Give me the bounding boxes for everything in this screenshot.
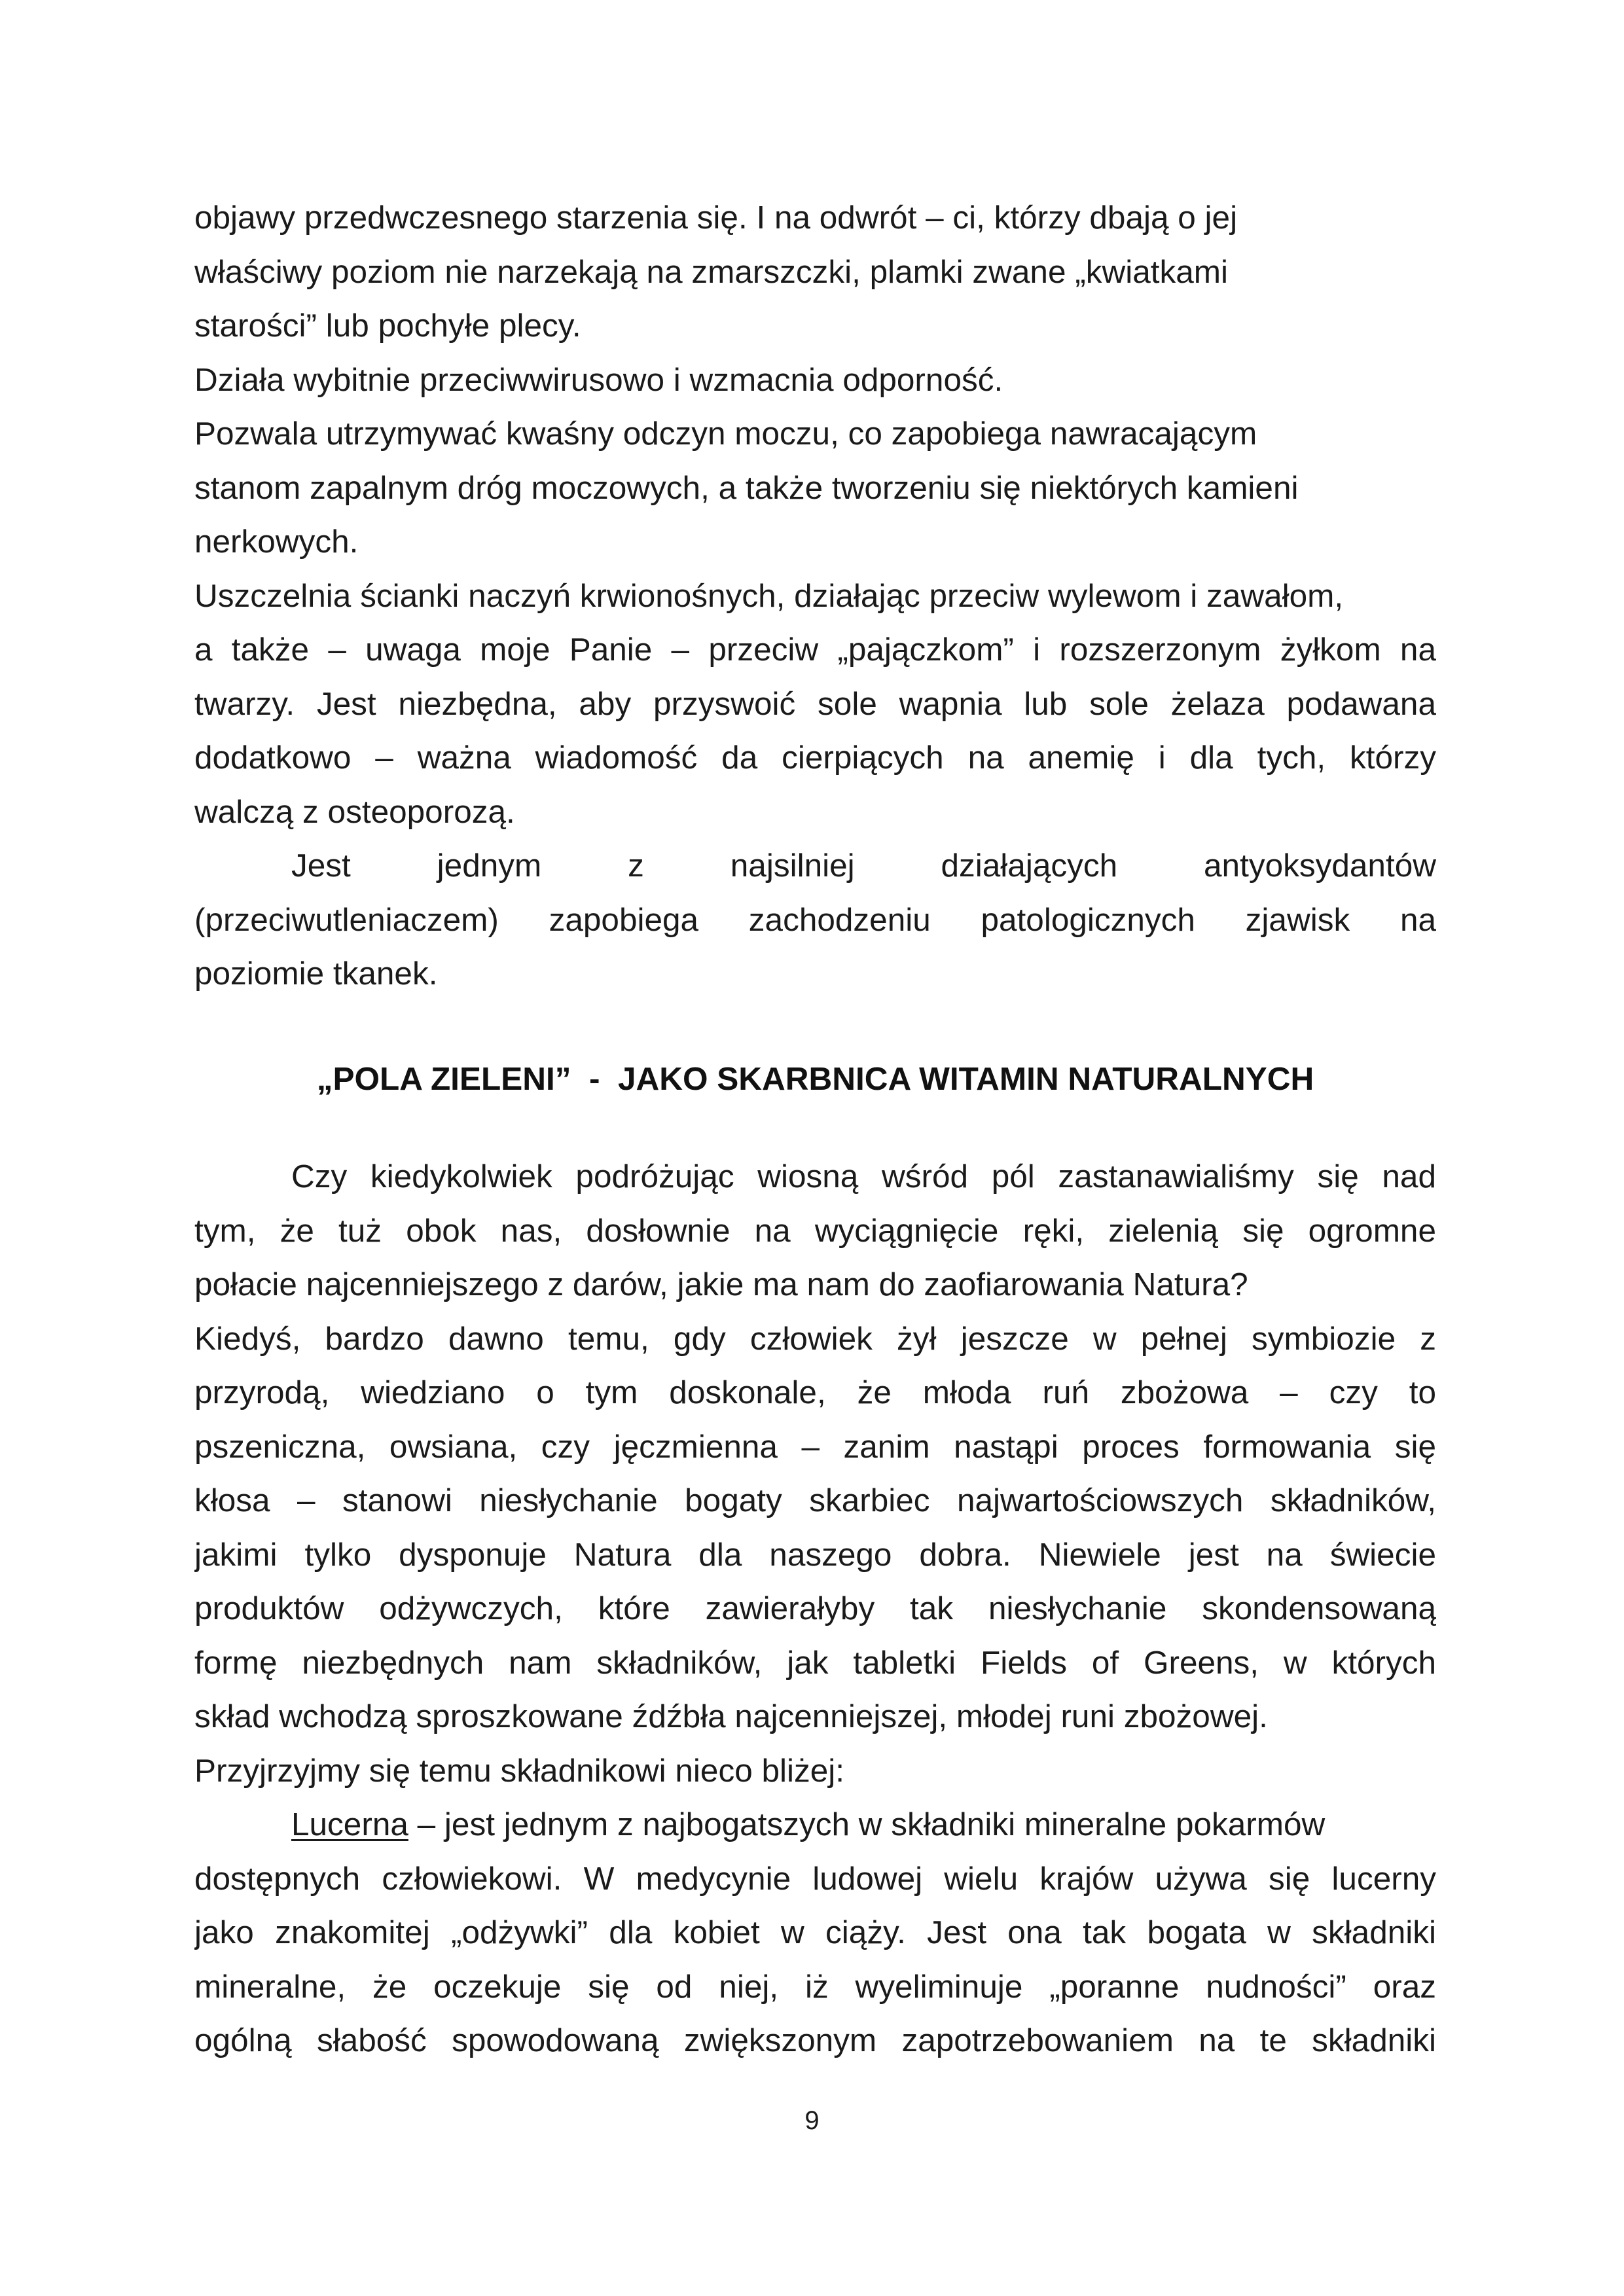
text-line: Przyjrzyjmy się temu składnikowi nieco bliżej: [194, 1752, 845, 1789]
text-line-lucerna [194, 1798, 1436, 1852]
text-line: kłosa – stanowi niesłychanie bogaty skarbiec najwartościowszych składników, [194, 1482, 1436, 1518]
text-line: a także – uwaga moje Panie – przeciw „pajączkom” i rozszerzonym żyłkom na [194, 632, 1436, 668]
text-line: pszeniczna, owsiana, czy jęczmienna – zanim nastąpi proces formowania się [194, 1428, 1436, 1465]
section-heading-block [194, 1052, 1436, 1107]
section-2 [194, 1150, 1436, 2068]
text-line: tym, że tuż obok nas, dosłownie na wyciągnięcie ręki, zielenią się ogromne [194, 1212, 1436, 1249]
text-line: objawy przedwczesnego starzenia się. I na odwrót – ci, którzy dbają o jej [194, 200, 1238, 236]
text-line: właściwy poziom nie narzekają na zmarszczki, plamki zwane „kwiatkami [194, 253, 1228, 290]
text-line: (przeciwutleniaczem) zapobiega zachodzeniu patologicznych zjawisk na [194, 901, 1436, 938]
text-line: połacie najcenniejszego z darów, jakie ma nam do zaofiarowania Natura? [194, 1266, 1248, 1302]
text-line: Działa wybitnie przeciwwirusowo i wzmacnia odporność. [194, 361, 1003, 398]
text-line: formę niezbędnych nam składników, jak tabletki Fields of Greens, w których [194, 1644, 1436, 1681]
text-line: jakimi tylko dysponuje Natura dla naszego dobra. Niewiele jest na świecie [194, 1536, 1436, 1573]
text-line: twarzy. Jest niezbędna, aby przyswoić sole wapnia lub sole żelaza podawana [194, 685, 1436, 722]
text-line: skład wchodzą sproszkowane źdźbła najcenniejszej, młodej runi zbożowej. [194, 1698, 1268, 1734]
text-line: Czy kiedykolwiek podróżując wiosną wśród pól zastanawialiśmy się nad [291, 1158, 1436, 1194]
lucerna-definition: – jest jednym z najbogatszych w składniki mineralne pokarmów [408, 1806, 1326, 1842]
section-heading: „POLA ZIELENI” - JAKO SKARBNICA WITAMIN NATURALNYCH [316, 1060, 1314, 1097]
text-line: stanom zapalnym dróg moczowych, a także tworzeniu się niektórych kamieni [194, 469, 1299, 506]
document-page [194, 191, 1436, 2068]
text-line: dodatkowo – ważna wiadomość da cierpiących na anemię i dla tych, którzy [194, 740, 1436, 776]
text-line: dostępnych człowiekowi. W medycynie ludowej wielu krajów używa się lucerny [194, 1860, 1436, 1897]
text-line: walczą z osteoporozą. [194, 793, 515, 830]
text-line: nerkowych. [194, 524, 359, 560]
text-line: jako znakomitej „odżywki” dla kobiet w ciąży. Jest ona tak bogata w składniki [194, 1914, 1436, 1950]
text-line: przyrodą, wiedziano o tym doskonale, że młoda ruń zbożowa – czy to [194, 1374, 1436, 1410]
text-line: starości” lub pochyłe plecy. [194, 308, 581, 344]
text-line: Kiedyś, bardzo dawno temu, gdy człowiek żył jeszcze w pełnej symbiozie z [194, 1320, 1436, 1357]
page-number: 9 [804, 2106, 820, 2135]
text-line: produktów odżywczych, które zawierałyby tak niesłychanie skondensowaną [194, 1590, 1436, 1626]
text-line: Uszczelnia ścianki naczyń krwionośnych, działając przeciw wylewom i zawałom, [194, 577, 1344, 614]
text-line: Pozwala utrzymywać kwaśny odczyn moczu, co zapobiega nawracającym [194, 416, 1257, 452]
text-line: ogólną słabość spowodowaną zwiększonym zapotrzebowaniem na te składniki [194, 2022, 1436, 2058]
lucerna-term: Lucerna [291, 1806, 408, 1842]
text-line: Jest jednym z najsilniej działających antyoksydantów [291, 848, 1436, 884]
text-line: poziomie tkanek. [194, 956, 438, 992]
text-line: mineralne, że oczekuje się od niej, iż wyeliminuje „poranne nudności” oraz [194, 1968, 1436, 2005]
section-1 [194, 191, 1436, 1001]
